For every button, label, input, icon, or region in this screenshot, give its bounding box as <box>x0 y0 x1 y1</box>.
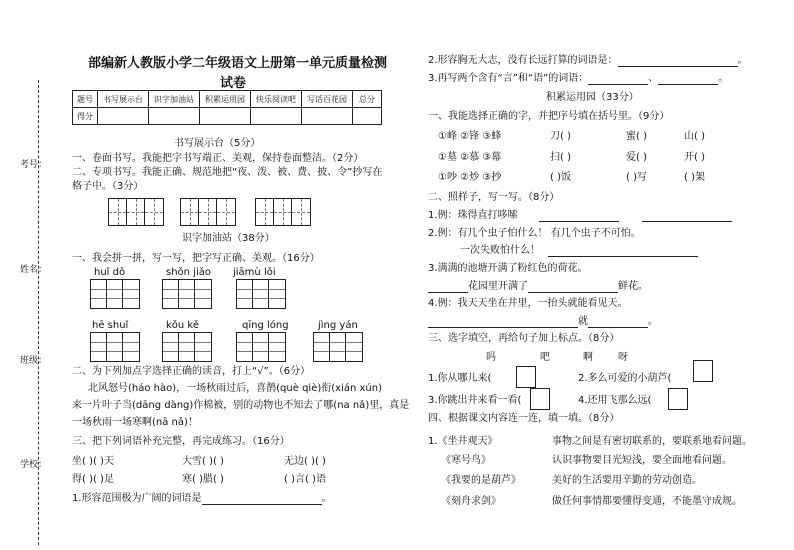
pinyin-label: kǒu kě <box>166 320 200 331</box>
example-3-end: 鲜花。 <box>618 281 648 292</box>
fill-question-3: 3.再写两个含有“言”和“语”的词语： <box>428 73 589 84</box>
choice-blank[interactable]: 刀( ) <box>550 131 571 142</box>
score-header-cell: 识字加油站 <box>149 91 200 108</box>
answer-blank[interactable] <box>202 494 322 505</box>
punct: 。 <box>718 73 729 84</box>
tianzige-box[interactable] <box>255 198 311 226</box>
score-cell[interactable] <box>251 108 302 125</box>
score-cell[interactable] <box>200 108 251 125</box>
answer-blank[interactable] <box>539 211 619 222</box>
choice-blank[interactable]: 扫( ) <box>550 152 571 163</box>
sentence-1: 1.你从哪儿来( <box>428 373 492 384</box>
char-options: ①吵 ②炒 ③抄 <box>438 172 502 183</box>
pinyin-label: hē shuǐ <box>92 320 129 331</box>
score-cell[interactable] <box>149 108 200 125</box>
reading-para-2: 来一片叶子当(dāng dàng)作棉被，别的动物也不知去了哪(na nǎ)里，真是 <box>72 400 410 411</box>
writing-grid[interactable] <box>236 332 286 362</box>
answer-blank[interactable] <box>618 56 738 67</box>
binding-label-class: 班级： <box>20 356 48 366</box>
example-3: 3.满满的池塘开满了粉红色的荷花。 <box>428 263 588 274</box>
example-4-prompt: 就 <box>578 316 588 327</box>
story-title[interactable]: 1.《坐井观天》 <box>428 436 498 447</box>
punctuation-box[interactable] <box>530 388 550 410</box>
tianzige-box[interactable] <box>108 198 164 226</box>
score-cell[interactable] <box>302 108 353 125</box>
pinyin-label: shǒn jiǎo <box>166 267 211 278</box>
answer-blank[interactable] <box>658 74 718 85</box>
accum-q1: 一、我能选择正确的字，并把序号填在括号里。（9分） <box>428 111 670 122</box>
char-options: ①峰 ②锋 ③蜂 <box>438 131 502 142</box>
choice-blank[interactable]: ( )架 <box>684 172 705 183</box>
accum-q3: 三、选字填空，再给句子加上标点。（8分） <box>428 333 620 344</box>
story-title[interactable]: 《我要的是葫芦》 <box>441 475 521 486</box>
score-cell[interactable] <box>98 108 149 125</box>
story-title[interactable]: 《寒号鸟》 <box>441 455 491 466</box>
accum-q2: 二、照样子，写一写。（8分） <box>428 192 560 203</box>
punct: 。 <box>737 55 748 66</box>
score-header-cell: 书写展示台 <box>98 91 149 108</box>
particle-option: 吧 <box>540 352 550 363</box>
choice-blank[interactable]: 蜜( ) <box>626 131 647 142</box>
pinyin-label: jiāmù lǒi <box>233 267 276 278</box>
answer-blank[interactable] <box>642 211 732 222</box>
story-moral[interactable]: 认识事物要目光短浅，要全面地看问题。 <box>552 455 732 466</box>
answer-blank[interactable] <box>588 74 648 85</box>
pinyin-label: huǐ dǒ <box>94 267 126 278</box>
literacy-q3: 三、把下列词语补充完整，再完成练习。（16分） <box>72 436 290 447</box>
example-2-prompt: 一次失败怕什么！ <box>460 245 540 256</box>
example-2: 2.例：有几个虫子怕什么！ 有几个虫子不可怕。 <box>428 228 641 239</box>
writing-grid[interactable] <box>90 332 140 362</box>
page-subtitle: 试卷 <box>220 76 247 91</box>
writing-grid[interactable] <box>236 279 286 309</box>
example-1: 1.例：珠得直打哆嗦 <box>428 210 518 221</box>
score-table <box>72 90 382 125</box>
choice-blank[interactable]: ( )写 <box>626 172 647 183</box>
score-cell[interactable] <box>353 108 382 125</box>
binding-label-school: 学校： <box>20 460 48 470</box>
fill-question-2: 2.形容胸无大志，没有长远打算的词语是： <box>428 55 618 66</box>
writing-grid[interactable] <box>313 332 363 362</box>
binding-dashed-line <box>38 80 39 545</box>
score-header-cell: 题号 <box>73 91 98 108</box>
punctuation-box[interactable] <box>693 360 713 382</box>
story-moral[interactable]: 做任何事情都要懂得变通，不能墨守成规。 <box>552 496 742 507</box>
example-3-prompt: 花园里开满了 <box>468 281 528 292</box>
choice-blank[interactable]: 山( ) <box>684 131 705 142</box>
literacy-q2: 二、为下列加点字选择正确的读音，打上“√”。（6分） <box>72 366 311 377</box>
writing-grid[interactable] <box>162 332 212 362</box>
writing-grid[interactable] <box>90 279 140 309</box>
fill-question-1: 1.形容范围极为广阔的词语是 <box>72 493 202 504</box>
answer-blank[interactable] <box>528 282 618 293</box>
pinyin-label: jìng yán <box>318 320 358 331</box>
writing-q2-line2: 格子中。（3分） <box>72 181 144 192</box>
score-header-cell: 写话百花园 <box>302 91 353 108</box>
binding-label-name: 姓名： <box>20 265 48 275</box>
story-moral[interactable]: 美好的生活要用辛勤的劳动创造。 <box>552 475 702 486</box>
answer-blank[interactable] <box>428 282 468 293</box>
punct: 。 <box>648 316 658 327</box>
writing-q2-line1: 二、专项书写。我能正确、规范地把“夜、泼、被、费、披、令”抄写在 <box>72 167 383 178</box>
pinyin-label: qīng lóng <box>242 320 289 331</box>
punct: 。 <box>321 493 332 504</box>
reading-para-3: 一场秋雨一场寒啊(nā nǎ)！ <box>72 417 198 428</box>
reading-para-1: 北风怒号(háo hào)，一场秋雨过后，喜鹊(què qiè)衔(xián xún) <box>88 383 382 394</box>
sentence-4: 4.还用飞那么远( <box>578 395 652 406</box>
example-4: 4.例：我天天坐在井里，一抬头就能看见天。 <box>428 298 628 309</box>
choice-blank[interactable]: ( )饭 <box>550 172 571 183</box>
punctuation-box[interactable] <box>516 366 536 388</box>
page-title: 部编新人教版小学二年级语文上册第一单元质量检测 <box>88 56 388 71</box>
writing-q1: 一、卷面书写。我能把字书写端正、美观，保持卷面整洁。（2分） <box>72 153 364 164</box>
sentence-3: 3.你跳出井来看一看( <box>428 395 522 406</box>
idiom-fill[interactable]: 大雪( )( ) <box>182 456 224 467</box>
score-header-cell: 总分 <box>353 91 382 108</box>
answer-blank[interactable] <box>588 317 648 328</box>
binding-label-kaohao: 考号： <box>20 160 48 170</box>
punctuation-box[interactable] <box>668 388 688 410</box>
idiom-fill[interactable]: 寒( )腊( ) <box>182 474 224 485</box>
story-title[interactable]: 《刻舟求剑》 <box>441 496 501 507</box>
literacy-q1: 一、我会拼一拼，写一写，把字写正确、美观。（16分） <box>72 253 320 264</box>
idiom-fill[interactable]: 得( )( )足 <box>72 474 114 485</box>
answer-blank[interactable] <box>428 317 578 328</box>
particle-option: 吗 <box>486 352 496 363</box>
story-moral[interactable]: 事物之间是有密切联系的，要联系地看问题。 <box>552 436 752 447</box>
idiom-fill[interactable]: ( )言( )语 <box>284 474 326 485</box>
answer-blank[interactable] <box>548 246 698 257</box>
section-accumulation-heading: 积累运用园（33分） <box>546 92 639 103</box>
score-header-cell: 快乐阅读吧 <box>251 91 302 108</box>
idiom-fill[interactable]: 坐( )( )天 <box>72 456 114 467</box>
particle-option: 啊 <box>583 352 593 363</box>
tianzige-box[interactable] <box>180 198 236 226</box>
idiom-fill[interactable]: 无边( )( ) <box>284 456 326 467</box>
char-options: ①墓 ②慕 ③幕 <box>438 152 502 163</box>
score-header-cell: 积累运用园 <box>200 91 251 108</box>
choice-blank[interactable]: 爱( ) <box>626 152 647 163</box>
sentence-2: 2.多么可爱的小葫芦( <box>578 373 672 384</box>
particle-option: 呀 <box>618 352 628 363</box>
accum-q4: 四、根据课文内容连一连，填一填。（8分） <box>428 413 620 424</box>
score-row-label: 得分 <box>73 108 98 125</box>
writing-grid[interactable] <box>162 279 212 309</box>
choice-blank[interactable]: 开( ) <box>684 152 705 163</box>
section-writing-heading: 书写展示台（5分） <box>174 138 261 149</box>
section-literacy-heading: 识字加油站（38分） <box>182 233 275 244</box>
